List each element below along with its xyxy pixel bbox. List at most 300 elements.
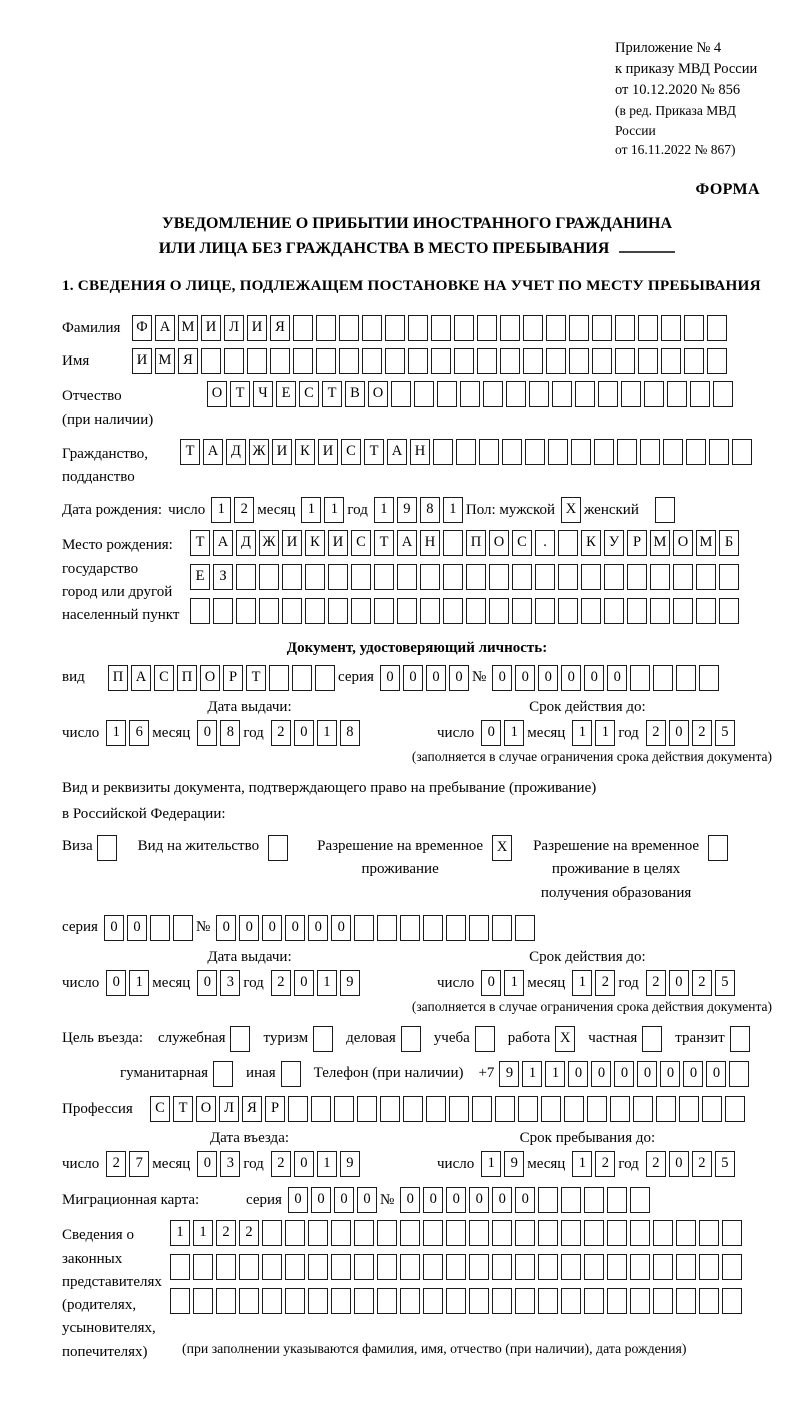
char-cell[interactable] — [236, 598, 256, 624]
sex-female-checkbox[interactable] — [655, 497, 678, 523]
char-cell[interactable] — [426, 1096, 446, 1122]
char-cell[interactable] — [561, 1187, 581, 1213]
char-cell[interactable] — [475, 1026, 495, 1052]
char-cell[interactable] — [97, 835, 117, 861]
entry-year-cells[interactable] — [271, 1151, 363, 1177]
char-cell[interactable] — [377, 915, 397, 941]
permit-valid-year-cells[interactable] — [646, 970, 738, 996]
char-cell[interactable] — [385, 315, 405, 341]
char-cell[interactable] — [443, 530, 463, 556]
char-cell[interactable]: 0 — [239, 915, 259, 941]
temp-residence-checkbox[interactable] — [492, 835, 515, 861]
char-cell[interactable] — [489, 598, 509, 624]
char-cell[interactable] — [446, 1288, 466, 1314]
char-cell[interactable] — [581, 598, 601, 624]
char-cell[interactable]: М — [155, 348, 175, 374]
citizenship-cells[interactable] — [180, 439, 755, 465]
char-cell[interactable]: 1 — [211, 497, 231, 523]
char-cell[interactable] — [472, 1096, 492, 1122]
char-cell[interactable]: Д — [226, 439, 246, 465]
char-cell[interactable] — [642, 1026, 662, 1052]
purpose-business-checkbox[interactable] — [401, 1026, 424, 1052]
char-cell[interactable] — [308, 1220, 328, 1246]
char-cell[interactable] — [423, 1220, 443, 1246]
char-cell[interactable]: П — [108, 665, 128, 691]
char-cell[interactable]: 1 — [572, 720, 592, 746]
surname-cells[interactable] — [132, 315, 730, 341]
char-cell[interactable]: 0 — [669, 720, 689, 746]
permit-issue-day-cells[interactable] — [106, 970, 152, 996]
char-cell[interactable] — [150, 915, 170, 941]
char-cell[interactable] — [433, 439, 453, 465]
char-cell[interactable]: С — [512, 530, 532, 556]
char-cell[interactable]: 1 — [317, 1151, 337, 1177]
char-cell[interactable] — [594, 439, 614, 465]
char-cell[interactable] — [592, 348, 612, 374]
char-cell[interactable] — [587, 1096, 607, 1122]
char-cell[interactable] — [561, 1220, 581, 1246]
char-cell[interactable] — [515, 1254, 535, 1280]
char-cell[interactable] — [201, 348, 221, 374]
doc-valid-month-cells[interactable] — [572, 720, 618, 746]
char-cell[interactable] — [354, 915, 374, 941]
char-cell[interactable] — [676, 665, 696, 691]
entry-month-cells[interactable] — [197, 1151, 243, 1177]
name-cells[interactable] — [132, 348, 730, 374]
permit-valid-day-cells[interactable] — [481, 970, 527, 996]
char-cell[interactable] — [575, 381, 595, 407]
char-cell[interactable] — [584, 1220, 604, 1246]
char-cell[interactable] — [377, 1254, 397, 1280]
char-cell[interactable]: В — [345, 381, 365, 407]
char-cell[interactable] — [437, 381, 457, 407]
char-cell[interactable] — [630, 1254, 650, 1280]
char-cell[interactable] — [170, 1288, 190, 1314]
char-cell[interactable]: 3 — [220, 970, 240, 996]
char-cell[interactable]: А — [387, 439, 407, 465]
char-cell[interactable] — [725, 1096, 745, 1122]
purpose-private-checkbox[interactable] — [642, 1026, 665, 1052]
char-cell[interactable]: 0 — [197, 1151, 217, 1177]
char-cell[interactable]: 1 — [129, 970, 149, 996]
char-cell[interactable] — [313, 1026, 333, 1052]
char-cell[interactable] — [483, 381, 503, 407]
char-cell[interactable]: О — [200, 665, 220, 691]
char-cell[interactable] — [571, 439, 591, 465]
char-cell[interactable] — [285, 1288, 305, 1314]
char-cell[interactable]: 0 — [449, 665, 469, 691]
char-cell[interactable] — [308, 1288, 328, 1314]
stay-year-cells[interactable] — [646, 1151, 738, 1177]
char-cell[interactable] — [403, 1096, 423, 1122]
char-cell[interactable]: 0 — [308, 915, 328, 941]
char-cell[interactable]: Р — [627, 530, 647, 556]
char-cell[interactable] — [564, 1096, 584, 1122]
char-cell[interactable] — [584, 1288, 604, 1314]
char-cell[interactable] — [351, 564, 371, 590]
char-cell[interactable] — [684, 348, 704, 374]
char-cell[interactable]: 6 — [129, 720, 149, 746]
char-cell[interactable] — [630, 1220, 650, 1246]
char-cell[interactable] — [667, 381, 687, 407]
char-cell[interactable]: 0 — [106, 970, 126, 996]
char-cell[interactable] — [512, 598, 532, 624]
char-cell[interactable] — [262, 1220, 282, 1246]
char-cell[interactable] — [492, 915, 512, 941]
char-cell[interactable] — [561, 1288, 581, 1314]
char-cell[interactable]: 1 — [572, 970, 592, 996]
char-cell[interactable] — [216, 1254, 236, 1280]
char-cell[interactable]: 1 — [324, 497, 344, 523]
char-cell[interactable] — [224, 348, 244, 374]
char-cell[interactable]: У — [604, 530, 624, 556]
char-cell[interactable]: 5 — [715, 1151, 735, 1177]
doc-valid-day-cells[interactable] — [481, 720, 527, 746]
char-cell[interactable]: И — [318, 439, 338, 465]
char-cell[interactable]: 9 — [340, 1151, 360, 1177]
char-cell[interactable] — [515, 1220, 535, 1246]
char-cell[interactable] — [262, 1254, 282, 1280]
char-cell[interactable] — [525, 439, 545, 465]
phone-cells[interactable] — [499, 1061, 752, 1087]
char-cell[interactable] — [423, 1288, 443, 1314]
char-cell[interactable] — [495, 1096, 515, 1122]
char-cell[interactable] — [684, 315, 704, 341]
migration-number-cells[interactable] — [400, 1187, 653, 1213]
char-cell[interactable] — [268, 835, 288, 861]
char-cell[interactable]: 0 — [400, 1187, 420, 1213]
purpose-work-checkbox[interactable] — [555, 1026, 578, 1052]
birth-place-cells-2[interactable] — [190, 564, 742, 590]
char-cell[interactable]: 2 — [692, 720, 712, 746]
char-cell[interactable]: 0 — [561, 665, 581, 691]
permit-valid-month-cells[interactable] — [572, 970, 618, 996]
char-cell[interactable] — [630, 665, 650, 691]
visa-checkbox[interactable] — [97, 835, 120, 861]
char-cell[interactable]: 1 — [170, 1220, 190, 1246]
char-cell[interactable]: 0 — [515, 1187, 535, 1213]
char-cell[interactable] — [446, 1254, 466, 1280]
char-cell[interactable]: О — [196, 1096, 216, 1122]
char-cell[interactable] — [702, 1096, 722, 1122]
char-cell[interactable]: К — [305, 530, 325, 556]
char-cell[interactable] — [538, 1288, 558, 1314]
purpose-official-checkbox[interactable] — [230, 1026, 253, 1052]
char-cell[interactable]: Ж — [259, 530, 279, 556]
char-cell[interactable] — [469, 1254, 489, 1280]
char-cell[interactable] — [377, 1288, 397, 1314]
char-cell[interactable]: Р — [265, 1096, 285, 1122]
char-cell[interactable] — [492, 1220, 512, 1246]
char-cell[interactable] — [523, 348, 543, 374]
char-cell[interactable] — [722, 1220, 742, 1246]
char-cell[interactable]: Т — [180, 439, 200, 465]
char-cell[interactable] — [334, 1096, 354, 1122]
char-cell[interactable]: 0 — [637, 1061, 657, 1087]
char-cell[interactable] — [506, 381, 526, 407]
char-cell[interactable]: 2 — [239, 1220, 259, 1246]
char-cell[interactable] — [479, 439, 499, 465]
char-cell[interactable]: 2 — [271, 720, 291, 746]
char-cell[interactable] — [492, 1254, 512, 1280]
char-cell[interactable]: 0 — [706, 1061, 726, 1087]
char-cell[interactable] — [477, 348, 497, 374]
char-cell[interactable] — [707, 348, 727, 374]
char-cell[interactable]: 5 — [715, 970, 735, 996]
char-cell[interactable] — [653, 1220, 673, 1246]
char-cell[interactable] — [621, 381, 641, 407]
char-cell[interactable] — [569, 315, 589, 341]
char-cell[interactable] — [316, 348, 336, 374]
char-cell[interactable] — [374, 564, 394, 590]
char-cell[interactable] — [259, 598, 279, 624]
char-cell[interactable] — [339, 348, 359, 374]
purpose-transit-checkbox[interactable] — [730, 1026, 753, 1052]
representatives-cells-1[interactable] — [170, 1220, 745, 1246]
char-cell[interactable] — [420, 598, 440, 624]
char-cell[interactable] — [288, 1096, 308, 1122]
char-cell[interactable]: 0 — [423, 1187, 443, 1213]
char-cell[interactable]: 0 — [660, 1061, 680, 1087]
char-cell[interactable] — [502, 439, 522, 465]
char-cell[interactable] — [239, 1288, 259, 1314]
char-cell[interactable] — [598, 381, 618, 407]
char-cell[interactable] — [650, 564, 670, 590]
char-cell[interactable] — [673, 598, 693, 624]
char-cell[interactable]: Л — [219, 1096, 239, 1122]
char-cell[interactable] — [699, 1288, 719, 1314]
char-cell[interactable] — [377, 1220, 397, 1246]
char-cell[interactable]: 0 — [584, 665, 604, 691]
char-cell[interactable]: О — [207, 381, 227, 407]
char-cell[interactable]: 0 — [216, 915, 236, 941]
char-cell[interactable] — [316, 315, 336, 341]
char-cell[interactable]: 8 — [340, 720, 360, 746]
char-cell[interactable]: Я — [270, 315, 290, 341]
doc-valid-year-cells[interactable] — [646, 720, 738, 746]
char-cell[interactable] — [351, 598, 371, 624]
char-cell[interactable] — [281, 1061, 301, 1087]
char-cell[interactable]: 1 — [504, 970, 524, 996]
char-cell[interactable] — [535, 598, 555, 624]
char-cell[interactable] — [607, 1187, 627, 1213]
char-cell[interactable]: 2 — [271, 1151, 291, 1177]
char-cell[interactable]: 0 — [104, 915, 124, 941]
char-cell[interactable] — [661, 315, 681, 341]
migration-series-cells[interactable] — [288, 1187, 380, 1213]
doc-issue-month-cells[interactable] — [197, 720, 243, 746]
char-cell[interactable] — [328, 564, 348, 590]
char-cell[interactable]: Е — [190, 564, 210, 590]
char-cell[interactable]: Д — [236, 530, 256, 556]
char-cell[interactable] — [420, 564, 440, 590]
char-cell[interactable]: 5 — [715, 720, 735, 746]
char-cell[interactable] — [190, 598, 210, 624]
char-cell[interactable] — [492, 1288, 512, 1314]
char-cell[interactable] — [630, 1187, 650, 1213]
char-cell[interactable] — [489, 564, 509, 590]
char-cell[interactable] — [408, 348, 428, 374]
char-cell[interactable] — [581, 564, 601, 590]
char-cell[interactable]: Р — [223, 665, 243, 691]
char-cell[interactable] — [460, 381, 480, 407]
char-cell[interactable]: 0 — [481, 970, 501, 996]
char-cell[interactable] — [213, 1061, 233, 1087]
char-cell[interactable] — [584, 1254, 604, 1280]
char-cell[interactable] — [696, 598, 716, 624]
char-cell[interactable] — [446, 915, 466, 941]
char-cell[interactable] — [676, 1220, 696, 1246]
permit-series-cells[interactable] — [104, 915, 196, 941]
char-cell[interactable]: X — [561, 497, 581, 523]
char-cell[interactable]: Т — [364, 439, 384, 465]
char-cell[interactable] — [285, 1254, 305, 1280]
char-cell[interactable]: 0 — [334, 1187, 354, 1213]
char-cell[interactable]: А — [155, 315, 175, 341]
char-cell[interactable]: X — [555, 1026, 575, 1052]
char-cell[interactable]: З — [213, 564, 233, 590]
char-cell[interactable]: Л — [224, 315, 244, 341]
char-cell[interactable]: И — [282, 530, 302, 556]
char-cell[interactable] — [640, 439, 660, 465]
entry-day-cells[interactable] — [106, 1151, 152, 1177]
char-cell[interactable]: 0 — [469, 1187, 489, 1213]
char-cell[interactable] — [469, 915, 489, 941]
char-cell[interactable]: 0 — [683, 1061, 703, 1087]
char-cell[interactable] — [709, 439, 729, 465]
char-cell[interactable] — [305, 598, 325, 624]
char-cell[interactable]: 2 — [646, 720, 666, 746]
birth-day-cells[interactable] — [211, 497, 257, 523]
char-cell[interactable]: 2 — [271, 970, 291, 996]
char-cell[interactable] — [653, 1254, 673, 1280]
char-cell[interactable] — [630, 1288, 650, 1314]
char-cell[interactable] — [722, 1254, 742, 1280]
char-cell[interactable]: Т — [190, 530, 210, 556]
char-cell[interactable] — [331, 1254, 351, 1280]
char-cell[interactable] — [638, 348, 658, 374]
char-cell[interactable] — [401, 1026, 421, 1052]
char-cell[interactable] — [247, 348, 267, 374]
char-cell[interactable] — [604, 564, 624, 590]
char-cell[interactable] — [535, 564, 555, 590]
char-cell[interactable] — [354, 1220, 374, 1246]
birth-place-cells-3[interactable] — [190, 598, 742, 624]
char-cell[interactable]: Е — [276, 381, 296, 407]
char-cell[interactable] — [391, 381, 411, 407]
char-cell[interactable] — [469, 1220, 489, 1246]
char-cell[interactable] — [558, 598, 578, 624]
char-cell[interactable]: . — [535, 530, 555, 556]
char-cell[interactable]: 2 — [106, 1151, 126, 1177]
char-cell[interactable] — [449, 1096, 469, 1122]
char-cell[interactable] — [676, 1288, 696, 1314]
char-cell[interactable] — [292, 665, 312, 691]
char-cell[interactable]: О — [489, 530, 509, 556]
char-cell[interactable] — [213, 598, 233, 624]
char-cell[interactable]: 1 — [106, 720, 126, 746]
char-cell[interactable] — [569, 348, 589, 374]
char-cell[interactable]: А — [397, 530, 417, 556]
char-cell[interactable] — [305, 564, 325, 590]
char-cell[interactable] — [719, 598, 739, 624]
permit-number-cells[interactable] — [216, 915, 538, 941]
char-cell[interactable]: А — [203, 439, 223, 465]
char-cell[interactable]: 1 — [317, 970, 337, 996]
char-cell[interactable] — [653, 1288, 673, 1314]
char-cell[interactable] — [722, 1288, 742, 1314]
char-cell[interactable]: С — [351, 530, 371, 556]
char-cell[interactable]: 0 — [403, 665, 423, 691]
char-cell[interactable]: 1 — [443, 497, 463, 523]
char-cell[interactable]: 2 — [216, 1220, 236, 1246]
temp-residence-education-checkbox[interactable] — [708, 835, 731, 861]
sex-male-checkbox[interactable] — [561, 497, 584, 523]
char-cell[interactable]: М — [696, 530, 716, 556]
char-cell[interactable] — [466, 564, 486, 590]
char-cell[interactable] — [679, 1096, 699, 1122]
char-cell[interactable] — [713, 381, 733, 407]
char-cell[interactable]: 9 — [340, 970, 360, 996]
char-cell[interactable] — [397, 598, 417, 624]
char-cell[interactable] — [607, 1288, 627, 1314]
char-cell[interactable]: И — [247, 315, 267, 341]
char-cell[interactable]: 2 — [646, 1151, 666, 1177]
char-cell[interactable]: 2 — [646, 970, 666, 996]
char-cell[interactable]: 0 — [426, 665, 446, 691]
char-cell[interactable] — [548, 439, 568, 465]
char-cell[interactable]: 0 — [380, 665, 400, 691]
char-cell[interactable] — [374, 598, 394, 624]
char-cell[interactable] — [454, 315, 474, 341]
char-cell[interactable] — [644, 381, 664, 407]
char-cell[interactable]: 1 — [522, 1061, 542, 1087]
char-cell[interactable]: 0 — [607, 665, 627, 691]
char-cell[interactable]: И — [272, 439, 292, 465]
char-cell[interactable] — [607, 1254, 627, 1280]
char-cell[interactable] — [259, 564, 279, 590]
char-cell[interactable] — [673, 564, 693, 590]
char-cell[interactable] — [561, 1254, 581, 1280]
char-cell[interactable] — [500, 315, 520, 341]
char-cell[interactable] — [469, 1288, 489, 1314]
char-cell[interactable]: 0 — [446, 1187, 466, 1213]
purpose-study-checkbox[interactable] — [475, 1026, 498, 1052]
char-cell[interactable]: Я — [178, 348, 198, 374]
char-cell[interactable]: Н — [410, 439, 430, 465]
char-cell[interactable] — [686, 439, 706, 465]
char-cell[interactable] — [282, 564, 302, 590]
char-cell[interactable]: 0 — [127, 915, 147, 941]
char-cell[interactable] — [400, 1254, 420, 1280]
char-cell[interactable]: 0 — [311, 1187, 331, 1213]
char-cell[interactable]: 1 — [374, 497, 394, 523]
char-cell[interactable] — [466, 598, 486, 624]
doc-issue-year-cells[interactable] — [271, 720, 363, 746]
char-cell[interactable] — [339, 315, 359, 341]
char-cell[interactable]: М — [178, 315, 198, 341]
char-cell[interactable] — [193, 1254, 213, 1280]
permit-issue-year-cells[interactable] — [271, 970, 363, 996]
char-cell[interactable] — [661, 348, 681, 374]
char-cell[interactable] — [529, 381, 549, 407]
char-cell[interactable] — [604, 598, 624, 624]
char-cell[interactable]: 1 — [481, 1151, 501, 1177]
char-cell[interactable] — [239, 1254, 259, 1280]
char-cell[interactable] — [515, 915, 535, 941]
stay-day-cells[interactable] — [481, 1151, 527, 1177]
char-cell[interactable] — [285, 1220, 305, 1246]
